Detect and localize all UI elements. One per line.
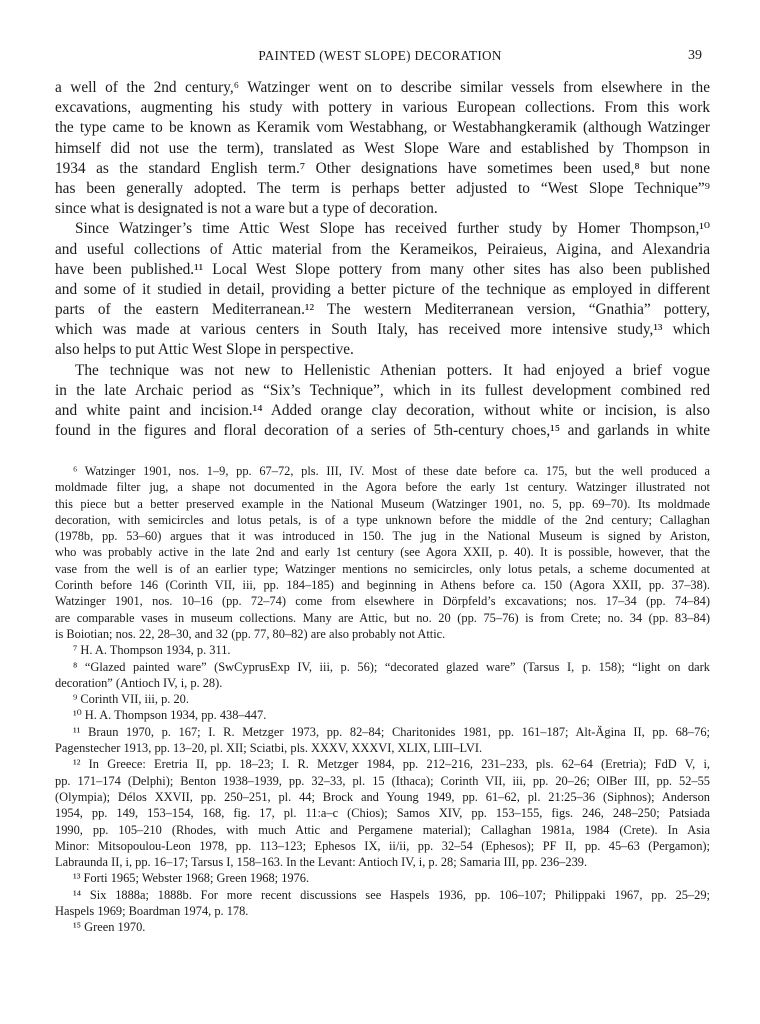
footnote-line: Haspels 1969; Boardman 1974, p. 178. [55,904,249,919]
page-number: 39 [688,48,702,63]
body-line: the type came to be known as Keramik vom Westabhang, or Westabhangkeramik (although Watzinger [55,119,710,137]
body-line: since what is designated is not a ware but a type of decoration. [55,200,438,218]
body-line: Since Watzinger’s time Attic West Slope has received further study by Homer Thompson,¹⁰ [75,220,710,238]
body-line: himself did not use the term), translated as West Slope Ware and established by Thompson in [55,139,710,157]
footnote-line: ¹¹ Braun 1970, p. 167; I. R. Metzger 1973, pp. 82–84; Charitonides 1981, pp. 161–187; Alt-Ägina II, pp. 68–76; [73,724,710,739]
footnote-line: Minor: Mitsopoulou-Leon 1978, pp. 113–123; Ephesos IX, ii/ii, pp. 32–54 (Ephesos); PF II, pp. 45–63 (Pergamon); [55,838,710,853]
footnote-line: ⁷ H. A. Thompson 1934, p. 311. [73,643,231,658]
running-title: PAINTED (WEST SLOPE) DECORATION [258,48,502,63]
body-line: parts of the eastern Mediterranean.¹² The western Mediterranean version, “Gnathia” pottery, [55,301,710,319]
footnote-line: ⁸ “Glazed painted ware” (SwCyprusExp IV, iii, p. 56); “decorated glazed ware” (Tarsus I, p. 158); “light on dark [73,659,710,674]
footnote-line: Watzinger 1901, nos. 10–16 (pp. 72–74) come from elsewhere in Dörpfeld’s excavations; nos. 17–34 (pp. 74–84) [55,594,710,609]
footnote-line: ¹² In Greece: Eretria II, pp. 18–23; I. R. Metzger 1984, pp. 212–216, 231–233, pls. 62–64 (Eretria); FdD V, i, [73,757,710,772]
footnote-line: Labraunda II, i, pp. 16–17; Tarsus I, 158–163. In the Levant: Antioch IV, i, p. 28; Samaria III, pp. 236–239. [55,855,588,870]
footnote-line: vase from the well is of an earlier type; Watzinger mentions no semicircles, only lotus petals, a scheme documented at [55,561,710,576]
body-line: The technique was not new to Hellenistic Athenian potters. It had enjoyed a brief vogue [75,361,710,379]
body-line: has been generally adopted. The term is perhaps better adjusted to “West Slope Technique”⁹ [55,179,710,197]
footnote-line: ⁶ Watzinger 1901, nos. 1–9, pp. 67–72, pls. III, IV. Most of these date before ca. 175, but the well produced a [73,464,710,478]
body-line: found in the figures and floral decoration of a series of 5th-century choes,¹⁵ and garlands in white [55,422,710,440]
body-line: a well of the 2nd century,⁶ Watzinger went on to describe similar vessels from elsewhere in the [55,79,710,96]
footnote-line: Corinth before 146 (Corinth VII, iii, pp. 184–185) and beginning in Athens before ca. 150 (Agora XXII, pp. 37–38). [55,578,710,593]
footnote-line: ¹⁴ Six 1888a; 1888b. For more recent discussions see Haspels 1936, pp. 106–107; Philippaki 1967, pp. 25–29; [73,887,710,902]
body-line: and some of it studied in detail, providing a better picture of the technique as employed in different [55,280,710,298]
running-head [0,48,760,68]
footnote-line: (1978b, pp. 53–60) argues that it was introduced in 150. The jug in the National Museum is signed by Ariston, [55,529,710,544]
body-line: which was made at various centers in South Italy, has received more intensive study,¹³ which [55,321,710,339]
footnote-line: ¹³ Forti 1965; Webster 1968; Green 1968; 1976. [73,871,310,886]
body-line: and useful collections of Attic material from the Kerameikos, Peiraieus, Aigina, and Alexandria [55,240,710,258]
body-line: and white paint and incision.¹⁴ Added orange clay decoration, without white or incision, is also [55,402,710,419]
footnote-line: moldmade filter jug, a shape not documented in the Agora before the early 1st century. Watzinger illustrated not [55,480,710,495]
body-line: in the late Archaic period as “Six’s Technique”, which in its fullest development combined red [55,381,710,399]
body-line: excavations, augmenting his study with pottery in various European collections. From this work [55,99,710,117]
footnotes [55,463,710,936]
footnote-line: decoration, with semicircles and lotus petals, is of a type unknown before the middle of the 2nd century; Callaghan [55,512,710,527]
footnote-line: is Boiotian; nos. 22, 28–30, and 32 (pp. 77, 80–82) are also probably not Attic. [55,626,446,641]
footnote-line: ¹⁰ H. A. Thompson 1934, pp. 438–447. [73,708,267,723]
footnote-line: (Olympia); Délos XXVII, pp. 250–251, pl. 44; Brock and Young 1949, pp. 61–62, pl. 21:25–36 (Siphnos); Anderson [55,789,710,804]
footnote-line: Pagenstecher 1913, pp. 13–20, pl. XII; Sciatbi, pls. XXXV, XXXVI, XLIX, LIII–LVI. [55,741,483,756]
footnote-line: this piece but a better preserved example in the National Museum (Watzinger 1901, no. 5, pp. 69–70). Its moldmade [55,496,710,511]
footnote-line: who was probably active in the late 2nd and early 1st century (see Agora XXII, p. 40). It is possible, however, that the [55,545,710,560]
footnote-line: pp. 171–174 (Delphi); Benton 1938–1939, pp. 32–33, pl. 15 (Ithaca); Corinth VII, iii, pp. 20–26; OlBer III, pp. 52–55 [55,773,710,788]
body-line: have been published.¹¹ Local West Slope pottery from many other sites has also been published [55,260,710,278]
body-line: also helps to put Attic West Slope in perspective. [55,341,354,359]
footnote-line: 1954, pp. 149, 153–154, 168, fig. 17, pl. 11:a–c (Chios); Samos XIV, pp. 153–155, figs. 246, 248–250; Patsiada [55,806,710,821]
footnote-line: decoration” (Antioch IV, i, p. 28). [55,675,223,690]
body-line: 1934 as the standard English term.⁷ Other designations have sometimes been used,⁸ but none [55,159,710,177]
footnote-line: ⁹ Corinth VII, iii, p. 20. [73,692,189,707]
footnote-line: are comparable vases in museum collections. Many are Attic, but no. 20 (pp. 75–76) is from Crete; no. 34 (pp. 83–84) [55,610,710,625]
body-text [55,78,710,441]
footnote-line: ¹⁵ Green 1970. [73,920,146,935]
footnote-line: 1990, pp. 105–210 (Rhodes, with much Attic and Pergamene material); Callaghan 1981a, 1984 (Crete). In Asia [55,822,710,837]
